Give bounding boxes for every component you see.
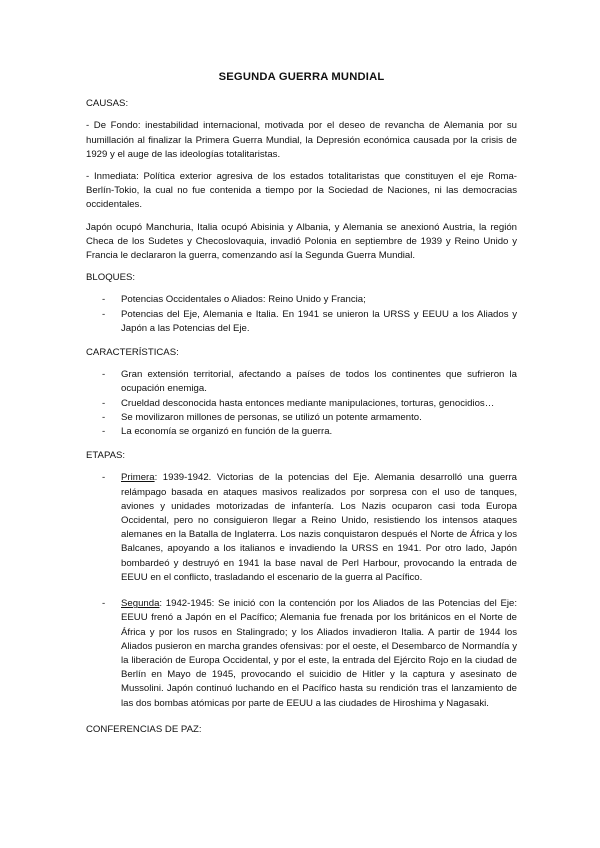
paragraph-causa-inmediata: - Inmediata: Política exterior agresiva de los estados totalitaristas que constituyen el eje Roma-Berlín-Tokio, la cual no fue contenida a tiempo por la Sociedad de Naciones, ni las democracias occidentales. bbox=[86, 171, 517, 211]
paragraph-causa-fondo: - De Fondo: inestabilidad internacional, motivada por el deseo de revancha de Alemania por su humillación al finalizar la Primera Guerra Mundial, la Depresión económica causada por la crisis de 1929 y el auge de las ideologías totalitaristas. bbox=[86, 120, 517, 160]
caracteristicas-list bbox=[86, 368, 517, 439]
section-heading-causas: CAUSAS: bbox=[86, 98, 129, 110]
list-item: - Se movilizaron millones de personas, se utilizó un potente armamento. bbox=[86, 411, 517, 425]
etapa-primera-text: : 1939-1942. Victorias de la potencias del Eje. Alemania desarrolló una guerra relámpago basada en ataques masivos realizados por sorpresa con el uso de tanques, aviones y unidades motorizadas de infantería. Los Nazis ocuparon casi toda Europa Occidental, pero no consiguieron llegar a Reino Unido, resistiendo los intensos ataques alemanes en la Batalla de Inglaterra. Los nazis conquistaron después el Norte de África y los Balcanes, apoyando a los italianos e invadiendo la URSS en 1941. Por otro lado, Japón bombardeó y destruyó en 1941 la base naval de Perl Harbour, provocando la entrada de EEUU en el conflicto, trasladando el escenario de la guerra al Pacífico. bbox=[121, 472, 517, 583]
etapas-list bbox=[86, 471, 517, 710]
section-heading-bloques: BLOQUES: bbox=[86, 272, 136, 284]
section-heading-caracteristicas: CARACTERÍSTICAS: bbox=[86, 347, 179, 359]
etapa-segunda bbox=[86, 597, 517, 711]
etapa-primera bbox=[86, 471, 517, 585]
list-item: - Potencias del Eje, Alemania e Italia. En 1941 se unieron la URSS y EEUU a los Aliados y Japón a las Potencias del Eje. bbox=[86, 308, 517, 336]
section-heading-etapas: ETAPAS: bbox=[86, 450, 126, 462]
list-item: - Potencias Occidentales o Aliados: Reino Unido y Francia; bbox=[86, 293, 517, 307]
list-item: - Gran extensión territorial, afectando a países de todos los continentes que sufrieron la ocupación enemiga. bbox=[86, 368, 517, 396]
section-heading-conferencias: CONFERENCIAS DE PAZ: bbox=[86, 723, 202, 735]
paragraph-japon: Japón ocupó Manchuria, Italia ocupó Abisinia y Albania, y Alemania se anexionó Austria, la región Checa de los Sudetes y Checoslovaquia, invadió Polonia en septiembre de 1939 y Reino Unido y Francia le declararon la guerra, comenzando así la Segunda Guerra Mundial. bbox=[86, 221, 517, 262]
list-item: - Crueldad desconocida hasta entonces mediante manipulaciones, torturas, genocidios… bbox=[86, 397, 517, 411]
etapa-segunda-label: Segunda bbox=[121, 598, 160, 610]
etapa-segunda-text: : 1942-1945: Se inició con la contención por los Aliados de las Potencias del Eje: EEUU frenó a Japón en el Pacífico; Alemania fue frenada por los británicos en el Norte de África y por los rusos en Stalingrado; y los Aliados invadieron Italia. A partir de 1944 los Aliados pusieron en marcha grandes ofensivas: por el oeste, el Desembarco de Normandía y la liberación de Europa Occidental, y por el este, la entrada del Ejército Rojo en la ciudad de Berlín en Mayo de 1945, provocando el suicidio de Hitler y la captura y asesinato de Mussolini. Japón continuó luchando en el Pacífico hasta su rendición tras el lanzamiento de las dos bombas atómicas por parte de EEUU a las ciudades de Hiroshima y Nagasaki. bbox=[121, 598, 517, 709]
bloques-list bbox=[86, 293, 517, 336]
etapa-primera-label: Primera bbox=[121, 472, 155, 484]
document-title: SEGUNDA GUERRA MUNDIAL bbox=[218, 71, 385, 83]
list-item: - La economía se organizó en función de la guerra. bbox=[86, 425, 517, 439]
